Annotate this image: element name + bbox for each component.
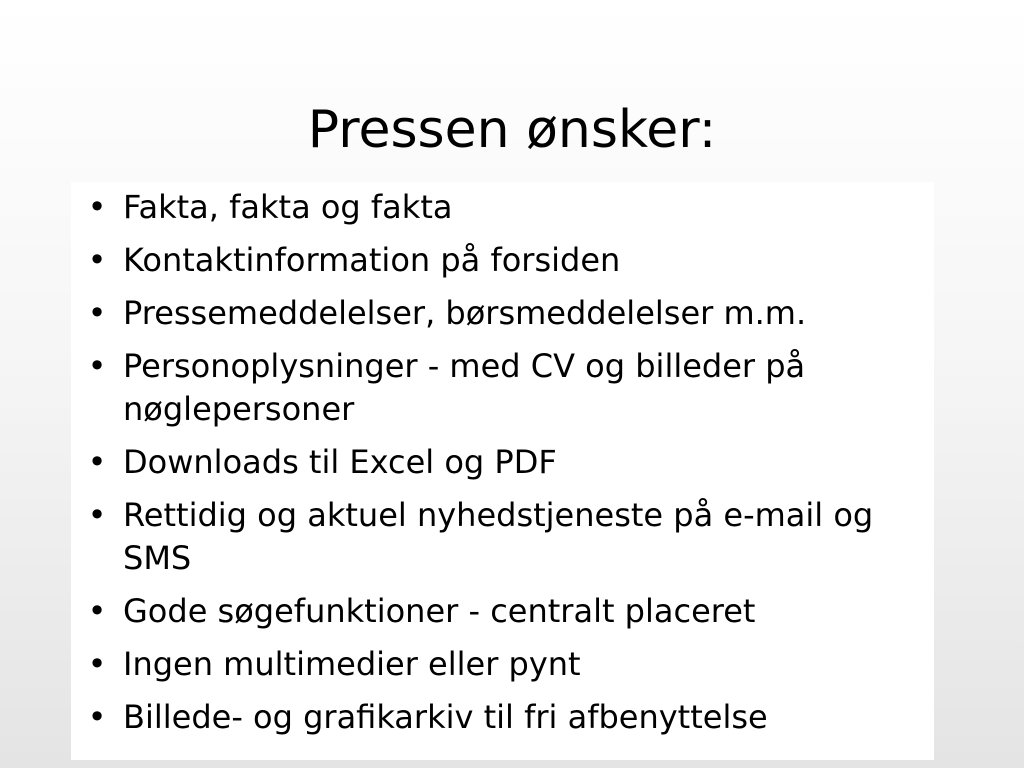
bullet-text: Billede- og grafikarkiv til fri afbenyttelse xyxy=(123,698,768,736)
bullet-text: Fakta, fakta og fakta xyxy=(123,188,453,226)
bullet-item-soegefunktioner xyxy=(85,590,914,633)
bullet-text: Rettidig og aktuel nyhedstjeneste på e-mail og SMS xyxy=(123,496,874,577)
bullet-list xyxy=(85,186,914,739)
bullet-item-nyhedstjeneste xyxy=(85,494,914,580)
bullet-item-kontaktinformation xyxy=(85,239,914,282)
bullet-text: Kontaktinformation på forsiden xyxy=(123,241,621,279)
bullet-text: Gode søgefunktioner - centralt placeret xyxy=(123,592,756,630)
bullet-icon: • xyxy=(87,294,107,332)
bullet-item-fakta xyxy=(85,186,914,229)
bullet-text: Downloads til Excel og PDF xyxy=(123,443,557,481)
bullet-item-multimedier xyxy=(85,643,914,686)
bullet-icon: • xyxy=(87,645,107,683)
bullet-icon: • xyxy=(87,443,107,481)
bullet-text: Personoplysninger - med CV og billeder på nøglepersoner xyxy=(123,347,806,428)
slide-title: Pressen ønsker: xyxy=(307,100,717,160)
bullet-item-personoplysninger xyxy=(85,345,914,431)
bullet-icon: • xyxy=(87,496,107,534)
bullet-item-billedarkiv xyxy=(85,696,914,739)
bullet-icon: • xyxy=(87,188,107,226)
bullet-icon: • xyxy=(87,347,107,385)
bullet-text: Pressemeddelelser, børsmeddelelser m.m. xyxy=(123,294,807,332)
content-box xyxy=(71,182,934,760)
bullet-icon: • xyxy=(87,592,107,630)
bullet-text: Ingen multimedier eller pynt xyxy=(123,645,581,683)
bullet-icon: • xyxy=(87,698,107,736)
bullet-icon: • xyxy=(87,241,107,279)
bullet-item-pressemeddelelser xyxy=(85,292,914,335)
bullet-item-downloads xyxy=(85,441,914,484)
